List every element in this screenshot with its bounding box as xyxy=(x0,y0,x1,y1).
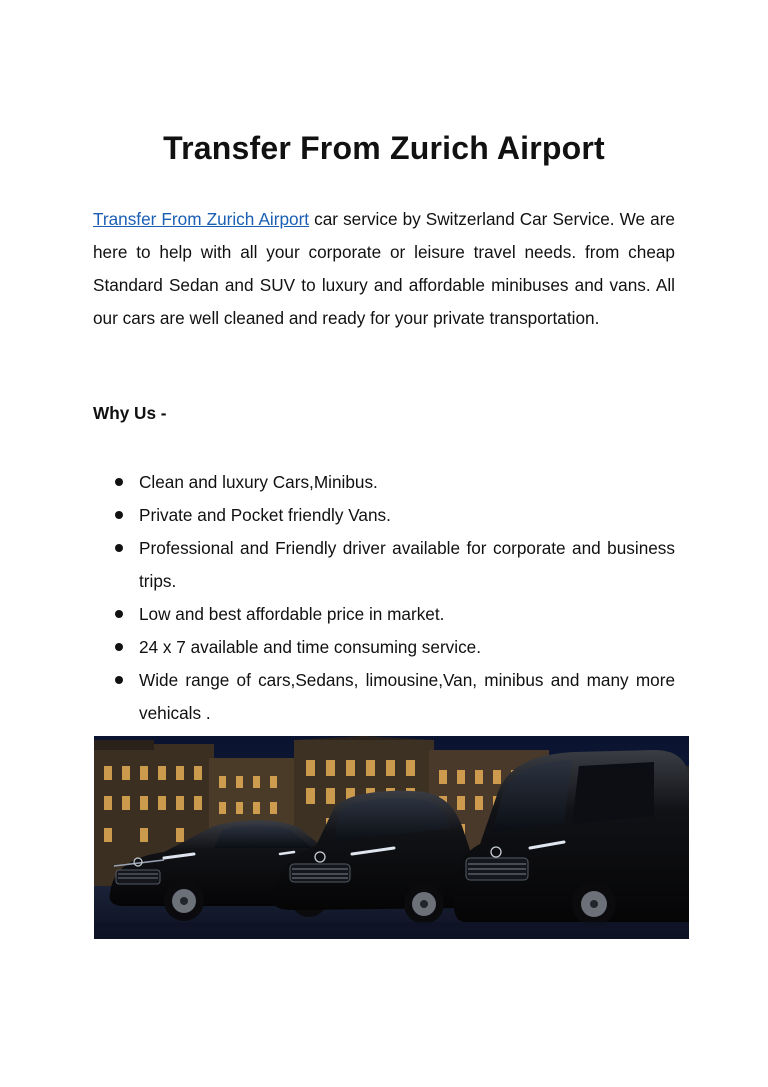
list-item-text: Private and Pocket friendly Vans. xyxy=(139,505,391,525)
bullet-icon xyxy=(115,610,123,618)
list-item-text: Wide range of cars,Sedans, limousine,Van, minibus and many more vehicals . xyxy=(139,670,675,723)
list-item xyxy=(93,664,675,730)
fleet-illustration xyxy=(94,736,689,939)
bullet-icon xyxy=(115,511,123,519)
bullet-icon xyxy=(115,643,123,651)
document-title: Transfer From Zurich Airport xyxy=(163,130,605,166)
bullet-icon xyxy=(115,544,123,552)
list-item xyxy=(93,499,675,532)
bullet-icon xyxy=(115,478,123,486)
list-item-text: Low and best affordable price in market. xyxy=(139,604,445,624)
list-item xyxy=(93,532,675,598)
features-list xyxy=(93,466,675,730)
list-item xyxy=(93,598,675,631)
intro-text: car service by Switzerland Car Service. We are here to help with all your corporate or leisure travel needs. from cheap Standard Sedan and SUV to luxury and affordable minibuses and vans. All our cars are well cleaned and ready for your private transportation. xyxy=(93,209,675,328)
list-item-text: Professional and Friendly driver available for corporate and business trips. xyxy=(139,538,675,591)
fleet-photo xyxy=(94,736,689,939)
bullet-icon xyxy=(115,676,123,684)
list-item-text: Clean and luxury Cars,Minibus. xyxy=(139,472,378,492)
why-us-heading: Why Us - xyxy=(93,403,167,423)
list-item xyxy=(93,631,675,664)
list-item xyxy=(93,466,675,499)
list-item-text: 24 x 7 available and time consuming service. xyxy=(139,637,482,657)
intro-paragraph xyxy=(93,203,675,335)
intro-link[interactable]: Transfer From Zurich Airport xyxy=(93,209,310,229)
